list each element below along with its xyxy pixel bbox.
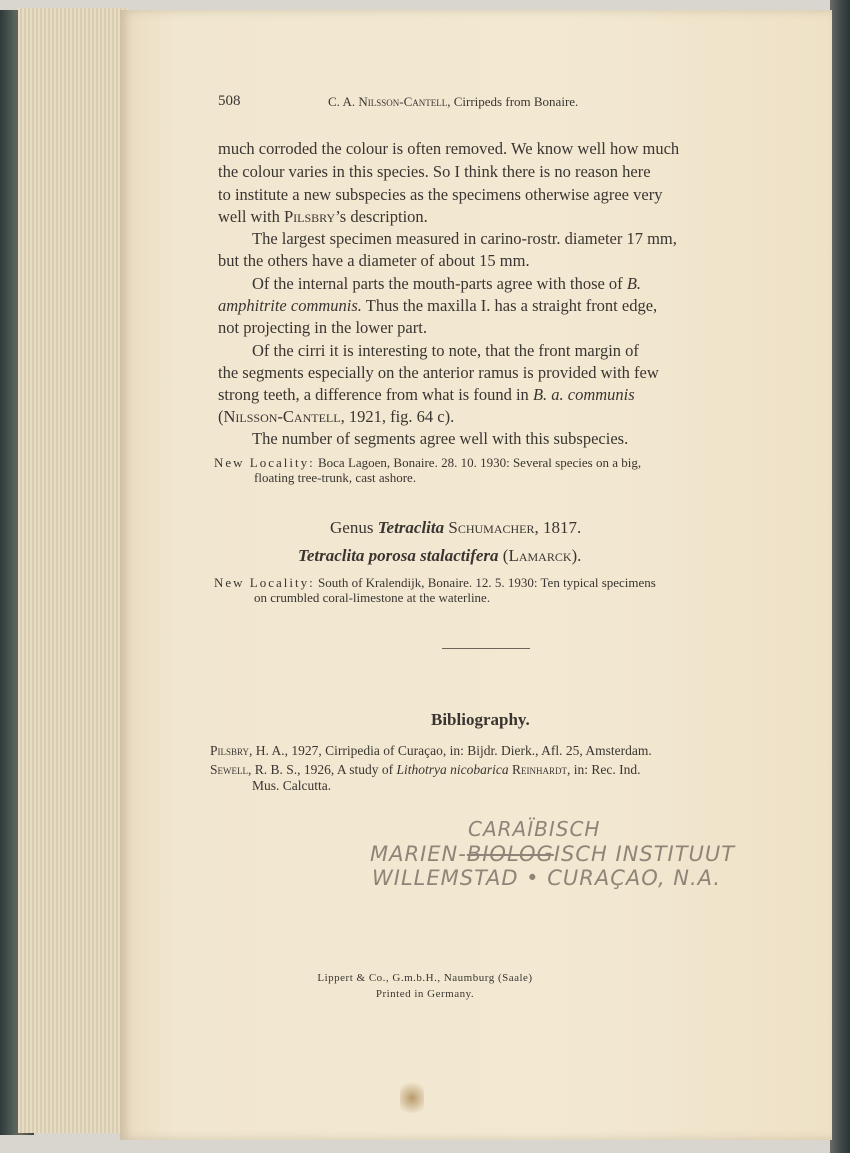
- body-line: much corroded the colour is often removed. We know well how much: [218, 139, 680, 158]
- taxon-italic: B. a. communis: [532, 385, 635, 404]
- body-line: [218, 409, 454, 426]
- text-run: ).: [571, 546, 582, 565]
- taxon-italic: amphitrite communis.: [218, 296, 362, 315]
- taxon-italic: Lithotrya nicobarica: [396, 762, 509, 777]
- stamp-line: CARAÏBISCH: [468, 817, 601, 841]
- author-name: Pilsbry: [284, 207, 336, 226]
- species-heading: [298, 547, 581, 564]
- body-line: [218, 209, 428, 226]
- text-run: , in: Rec. Ind.: [567, 762, 641, 777]
- stamp-line: [370, 842, 735, 866]
- text-run: MARIEN-: [370, 842, 467, 866]
- text-run: ’s description.: [335, 207, 428, 226]
- locality-entry: [214, 576, 656, 589]
- printer-imprint: Lippert & Co., G.m.b.H., Naumburg (Saale): [317, 972, 533, 984]
- stamp-line: WILLEMSTAD • CURAÇAO, N.A.: [372, 866, 722, 890]
- text-run: Thus the maxilla I. has a straight front edge,: [361, 296, 658, 315]
- genus-name: Tetraclita: [377, 518, 445, 537]
- body-line: but the others have a diameter of about 15 mm.: [218, 251, 530, 270]
- author-name: Pilsbry: [210, 743, 250, 758]
- reference-entry: [210, 763, 641, 777]
- text-run: ISCH INSTITUUT: [553, 842, 736, 866]
- body-line: the segments especially on the anterior ramus is provided with few: [218, 363, 659, 382]
- body-line: not projecting in the lower part.: [218, 318, 427, 337]
- text-run: Of the internal parts the mouth-parts agree with those of: [252, 274, 627, 293]
- species-name: Tetraclita porosa stalactifera: [298, 546, 499, 565]
- author-name: Lamarck: [508, 546, 572, 565]
- locality-entry: [214, 456, 641, 469]
- locality-line: floating tree-trunk, cast ashore.: [254, 470, 417, 485]
- text-run: , H. A., 1927, Cirripedia of Curaçao, in: Bijdr. Dierk., Afl. 25, Amsterdam.: [249, 743, 652, 758]
- text-run: (: [498, 546, 509, 565]
- taxon-italic: B.: [626, 274, 642, 293]
- bibliography-heading: Bibliography.: [431, 710, 530, 729]
- running-header: [328, 95, 578, 108]
- text-run: , 1921, fig. 64 c).: [340, 407, 455, 426]
- text-run: Genus: [330, 518, 378, 537]
- book-page: [120, 10, 832, 1140]
- body-line: [218, 387, 635, 404]
- author-name: Schumacher: [444, 518, 535, 537]
- text-run: , R. B. S., 1926, A study of: [248, 762, 397, 777]
- header-title: Cirripeds from Bonaire.: [453, 94, 579, 109]
- page-edges: [18, 8, 128, 1133]
- text-run: , 1817.: [534, 518, 582, 537]
- locality-label: New Locality:: [214, 575, 315, 590]
- body-line: The largest specimen measured in carino-rostr. diameter 17 mm,: [252, 229, 677, 248]
- author-name: Sewell: [210, 762, 248, 777]
- text-run: (: [218, 407, 224, 426]
- author-name: Nilsson-Cantell: [223, 407, 341, 426]
- locality-line: on crumbled coral-limestone at the waterline.: [254, 590, 491, 605]
- text-run: strong teeth, a difference from what is found in: [218, 385, 533, 404]
- author-name: Reinhardt: [512, 762, 568, 777]
- section-divider: [442, 648, 530, 649]
- text-run: South of Kralendijk, Bonaire. 12. 5. 1930: Ten typical specimens: [314, 575, 656, 590]
- genus-heading: [330, 519, 581, 536]
- body-line: The number of segments agree well with this subspecies.: [252, 429, 629, 448]
- ink-blot: [400, 1078, 424, 1118]
- body-line: the colour varies in this species. So I think there is no reason here: [218, 162, 651, 181]
- locality-label: New Locality:: [214, 455, 315, 470]
- reference-line: Mus. Calcutta.: [252, 778, 332, 793]
- text-run: well with: [218, 207, 284, 226]
- header-author: C. A. Nilsson-Cantell,: [328, 94, 451, 109]
- body-line: [218, 298, 657, 315]
- reference-entry: [210, 744, 652, 758]
- body-line: Of the cirri it is interesting to note, that the front margin of: [252, 341, 639, 360]
- printer-imprint-country: Printed in Germany.: [375, 988, 475, 1000]
- text-run: BIOLOG: [466, 842, 554, 866]
- page-number: 508: [218, 93, 241, 109]
- text-run: Boca Lagoen, Bonaire. 28. 10. 1930: Several species on a big,: [314, 455, 642, 470]
- body-line: [252, 276, 641, 293]
- body-line: to institute a new subspecies as the specimens otherwise agree very: [218, 185, 663, 204]
